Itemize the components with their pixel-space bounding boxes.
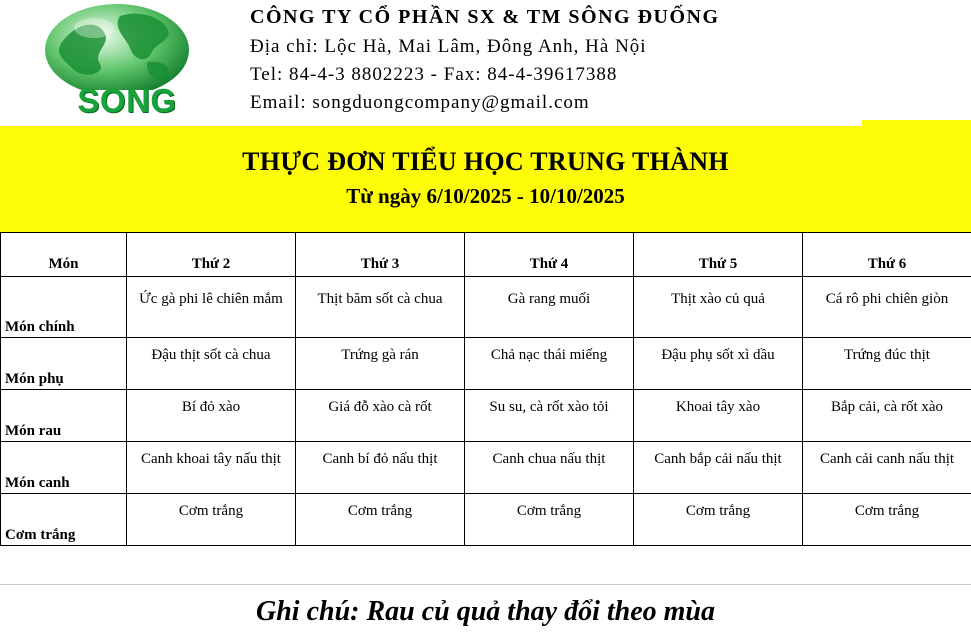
table-header-row [1,233,971,277]
column-header: Thứ 6 [803,233,971,277]
table-cell: Bí đỏ xào [127,390,296,442]
table-cell: Canh khoai tây nấu thịt [127,442,296,494]
table-cell: Canh cải canh nấu thịt [803,442,971,494]
table-cell: Giá đỗ xào cà rốt [296,390,465,442]
footer-divider [0,584,971,585]
row-label: Cơm trắng [1,494,127,546]
table-row [1,494,971,546]
table-cell: Cơm trắng [634,494,803,546]
table-cell: Canh chua nấu thịt [465,442,634,494]
table-cell: Cơm trắng [127,494,296,546]
table-row [1,338,971,390]
table-cell: Su su, cà rốt xào tỏi [465,390,634,442]
table-cell: Cơm trắng [465,494,634,546]
column-header: Món [1,233,127,277]
menu-date-range: Từ ngày 6/10/2025 - 10/10/2025 [346,184,625,208]
column-header: Thứ 5 [634,233,803,277]
table-cell: Ức gà phi lê chiên mắm [127,277,296,338]
table-cell: Cá rô phi chiên giòn [803,277,971,338]
table-cell: Khoai tây xào [634,390,803,442]
company-email: Email: songduongcompany@gmail.com [250,92,590,113]
company-name: CÔNG TY CỔ PHẦN SX & TM SÔNG ĐUỐNG [250,6,720,28]
company-address: Địa chỉ: Lộc Hà, Mai Lâm, Đông Anh, Hà Nội [250,36,647,57]
table-cell: Cơm trắng [803,494,971,546]
table-cell: Gà rang muối [465,277,634,338]
table-cell: Trứng đúc thịt [803,338,971,390]
table-cell: Bắp cải, cà rốt xào [803,390,971,442]
title-band [0,126,971,232]
footnote: Ghi chú: Rau củ quả thay đổi theo mùa [256,596,715,627]
table-cell: Chả nạc thái miếng [465,338,634,390]
table-cell: Thịt xào củ quả [634,277,803,338]
menu-title: THỰC ĐƠN TIỂU HỌC TRUNG THÀNH [242,147,729,176]
globe-icon [42,2,192,90]
row-label: Món chính [1,277,127,338]
menu-table [0,232,971,546]
company-info [250,6,720,114]
table-cell: Đậu thịt sốt cà chua [127,338,296,390]
table-cell: Đậu phụ sốt xì dầu [634,338,803,390]
company-header [0,0,971,126]
table-cell: Cơm trắng [296,494,465,546]
column-header: Thứ 3 [296,233,465,277]
table-cell: Trứng gà rán [296,338,465,390]
column-header: Thứ 4 [465,233,634,277]
company-phone-fax: Tel: 84-4-3 8802223 - Fax: 84-4-39617388 [250,64,618,85]
row-label: Món rau [1,390,127,442]
row-label: Món phụ [1,338,127,390]
table-row [1,442,971,494]
table-cell: Canh bắp cải nấu thịt [634,442,803,494]
table-row [1,390,971,442]
company-logo [10,2,230,122]
logo-text: SONG [77,82,177,119]
table-cell: Canh bí đỏ nấu thịt [296,442,465,494]
column-header: Thứ 2 [127,233,296,277]
table-row [1,277,971,338]
table-cell: Thịt băm sốt cà chua [296,277,465,338]
row-label: Món canh [1,442,127,494]
